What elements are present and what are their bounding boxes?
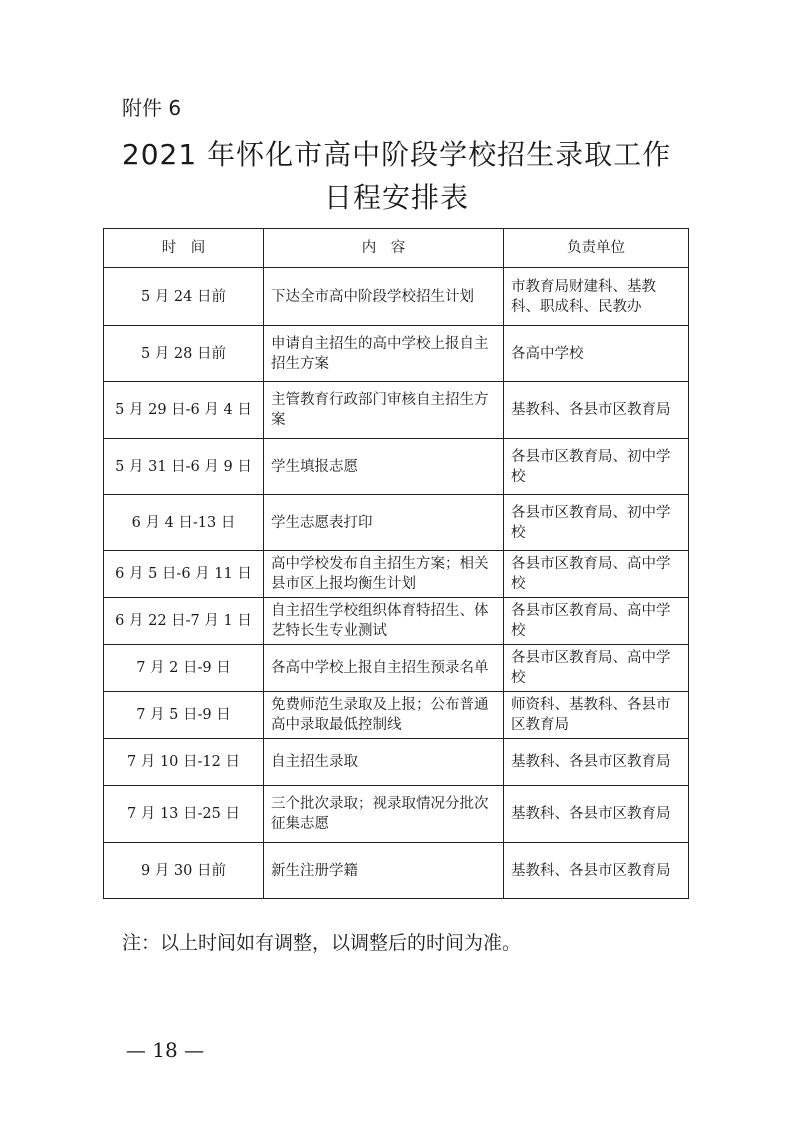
cell-time: 7 月 13 日-25 日 xyxy=(104,786,264,843)
cell-content: 主管教育行政部门审核自主招生方案 xyxy=(264,382,504,439)
table-row xyxy=(104,739,689,786)
cell-unit: 师资科、基教科、各县市区教育局 xyxy=(504,692,689,739)
cell-content: 学生填报志愿 xyxy=(264,439,504,495)
cell-content: 申请自主招生的高中学校上报自主招生方案 xyxy=(264,326,504,382)
page-title-line-1: 2021 年怀化市高中阶段学校招生录取工作 xyxy=(121,138,672,171)
table-row xyxy=(104,598,689,645)
cell-time: 7 月 10 日-12 日 xyxy=(104,739,264,786)
cell-time: 5 月 24 日前 xyxy=(104,268,264,326)
footnote: 注：以上时间如有调整，以调整后的时间为准。 xyxy=(122,932,522,954)
table-row xyxy=(104,551,689,598)
table-row xyxy=(104,843,689,899)
table-row xyxy=(104,692,689,739)
cell-unit: 各县市区教育局、高中学校 xyxy=(504,645,689,692)
cell-unit: 各县市区教育局、高中学校 xyxy=(504,598,689,645)
page-number: — 18 — xyxy=(125,1038,205,1062)
header-time: 时 间 xyxy=(104,229,264,268)
table-row xyxy=(104,439,689,495)
cell-time: 6 月 22 日-7 月 1 日 xyxy=(104,598,264,645)
table-row xyxy=(104,268,689,326)
table-row xyxy=(104,645,689,692)
cell-time: 5 月 28 日前 xyxy=(104,326,264,382)
attachment-label: 附件 6 xyxy=(122,96,182,120)
table-row xyxy=(104,326,689,382)
cell-content: 学生志愿表打印 xyxy=(264,495,504,551)
header-content: 内 容 xyxy=(264,229,504,268)
cell-content: 免费师范生录取及上报；公布普通高中录取最低控制线 xyxy=(264,692,504,739)
schedule-table xyxy=(103,228,689,899)
cell-unit: 各县市区教育局、初中学校 xyxy=(504,439,689,495)
cell-time: 7 月 5 日-9 日 xyxy=(104,692,264,739)
cell-time: 5 月 29 日-6 月 4 日 xyxy=(104,382,264,439)
cell-unit: 各县市区教育局、高中学校 xyxy=(504,551,689,598)
table-row xyxy=(104,786,689,843)
cell-unit: 基教科、各县市区教育局 xyxy=(504,786,689,843)
cell-unit: 各高中学校 xyxy=(504,326,689,382)
table-row xyxy=(104,495,689,551)
cell-unit: 基教科、各县市区教育局 xyxy=(504,739,689,786)
cell-unit: 市教育局财建科、基教科、职成科、民教办 xyxy=(504,268,689,326)
cell-content: 三个批次录取；视录取情况分批次征集志愿 xyxy=(264,786,504,843)
cell-content: 高中学校发布自主招生方案；相关县市区上报均衡生计划 xyxy=(264,551,504,598)
cell-unit: 基教科、各县市区教育局 xyxy=(504,843,689,899)
cell-content: 各高中学校上报自主招生预录名单 xyxy=(264,645,504,692)
cell-time: 9 月 30 日前 xyxy=(104,843,264,899)
cell-content: 自主招生学校组织体育特招生、体艺特长生专业测试 xyxy=(264,598,504,645)
cell-time: 5 月 31 日-6 月 9 日 xyxy=(104,439,264,495)
cell-unit: 各县市区教育局、初中学校 xyxy=(504,495,689,551)
cell-unit: 基教科、各县市区教育局 xyxy=(504,382,689,439)
table-header-row xyxy=(104,229,689,268)
cell-content: 自主招生录取 xyxy=(264,739,504,786)
cell-time: 6 月 4 日-13 日 xyxy=(104,495,264,551)
cell-time: 7 月 2 日-9 日 xyxy=(104,645,264,692)
table-row xyxy=(104,382,689,439)
cell-content: 下达全市高中阶段学校招生计划 xyxy=(264,268,504,326)
page-title-line-2: 日程安排表 xyxy=(323,181,469,214)
cell-time: 6 月 5 日-6 月 11 日 xyxy=(104,551,264,598)
header-unit: 负责单位 xyxy=(504,229,689,268)
cell-content: 新生注册学籍 xyxy=(264,843,504,899)
